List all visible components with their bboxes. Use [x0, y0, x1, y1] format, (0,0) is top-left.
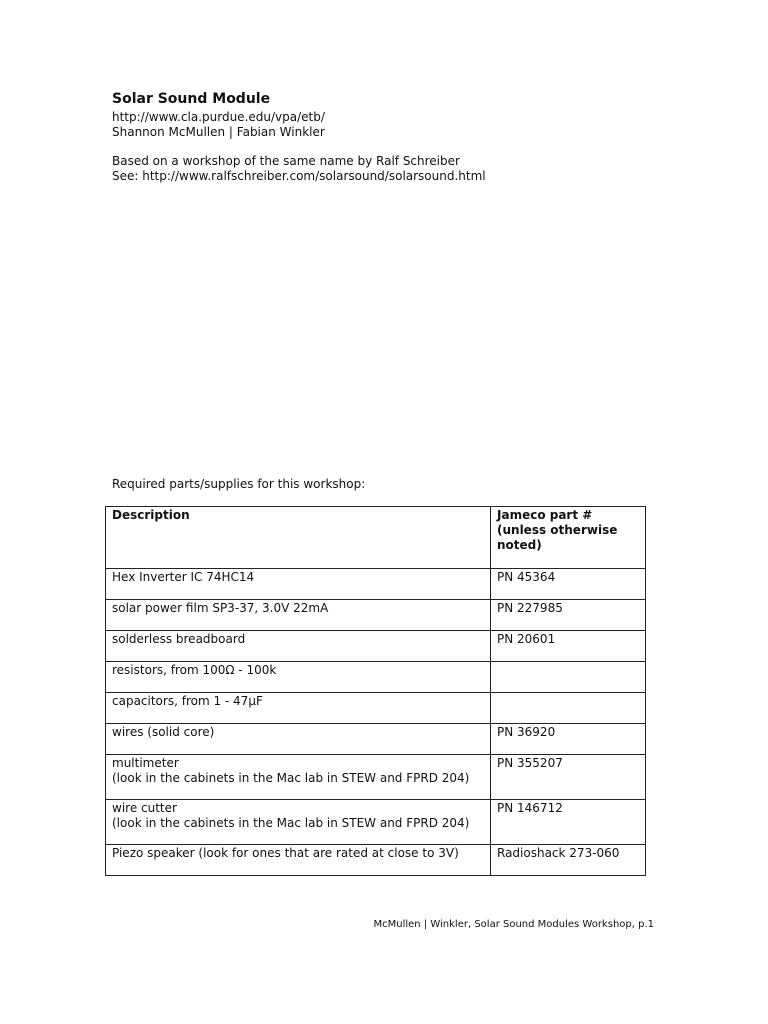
part-number-cell: PN 227985 [491, 600, 646, 631]
part-number-cell: PN 355207 [491, 755, 646, 800]
table-row [106, 662, 646, 693]
table-row [106, 724, 646, 755]
part-number-cell: PN 45364 [491, 569, 646, 600]
description-cell [106, 800, 491, 845]
based-on-note: Based on a workshop of the same name by Ralf Schreiber [112, 154, 460, 168]
description-cell: wires (solid core) [106, 724, 491, 755]
parts-table [105, 506, 646, 876]
table-row [106, 631, 646, 662]
item-name: wire cutter [112, 801, 177, 815]
column-header-part-number [491, 507, 646, 569]
part-number-cell: PN 36920 [491, 724, 646, 755]
description-cell: capacitors, from 1 - 47µF [106, 693, 491, 724]
description-cell: Hex Inverter IC 74HC14 [106, 569, 491, 600]
part-number-cell [491, 662, 646, 693]
table-row [106, 755, 646, 800]
reference-link: See: http://www.ralfschreiber.com/solarsound/solarsound.html [112, 169, 486, 183]
part-number-cell: PN 146712 [491, 800, 646, 845]
table-row [106, 569, 646, 600]
description-cell: Piezo speaker (look for ones that are rated at close to 3V) [106, 845, 491, 876]
part-number-cell: PN 20601 [491, 631, 646, 662]
part-number-cell: Radioshack 273-060 [491, 845, 646, 876]
table-row [106, 600, 646, 631]
item-note: (look in the cabinets in the Mac lab in STEW and FPRD 204) [112, 771, 470, 785]
table-header-row [106, 507, 646, 569]
table-row [106, 845, 646, 876]
part-header-line: (unless otherwise [497, 523, 618, 537]
part-number-cell [491, 693, 646, 724]
table-row [106, 800, 646, 845]
description-cell [106, 755, 491, 800]
description-cell: solar power film SP3-37, 3.0V 22mA [106, 600, 491, 631]
author-names: Shannon McMullen | Fabian Winkler [112, 125, 325, 139]
description-cell: solderless breadboard [106, 631, 491, 662]
part-header-line: noted) [497, 538, 542, 552]
spacer [112, 140, 672, 154]
part-header-line: Jameco part # [497, 508, 593, 522]
page-footer: McMullen | Winkler, Solar Sound Modules Workshop, p.1 [373, 919, 654, 930]
description-cell: resistors, from 100Ω - 100k [106, 662, 491, 693]
item-note: (look in the cabinets in the Mac lab in STEW and FPRD 204) [112, 816, 470, 830]
document-header [112, 90, 672, 184]
table-row [106, 693, 646, 724]
parts-intro: Required parts/supplies for this workshop: [112, 477, 366, 491]
project-url: http://www.cla.purdue.edu/vpa/etb/ [112, 110, 325, 124]
document-title: Solar Sound Module [112, 91, 271, 107]
item-name: multimeter [112, 756, 179, 770]
column-header-description: Description [106, 507, 491, 569]
